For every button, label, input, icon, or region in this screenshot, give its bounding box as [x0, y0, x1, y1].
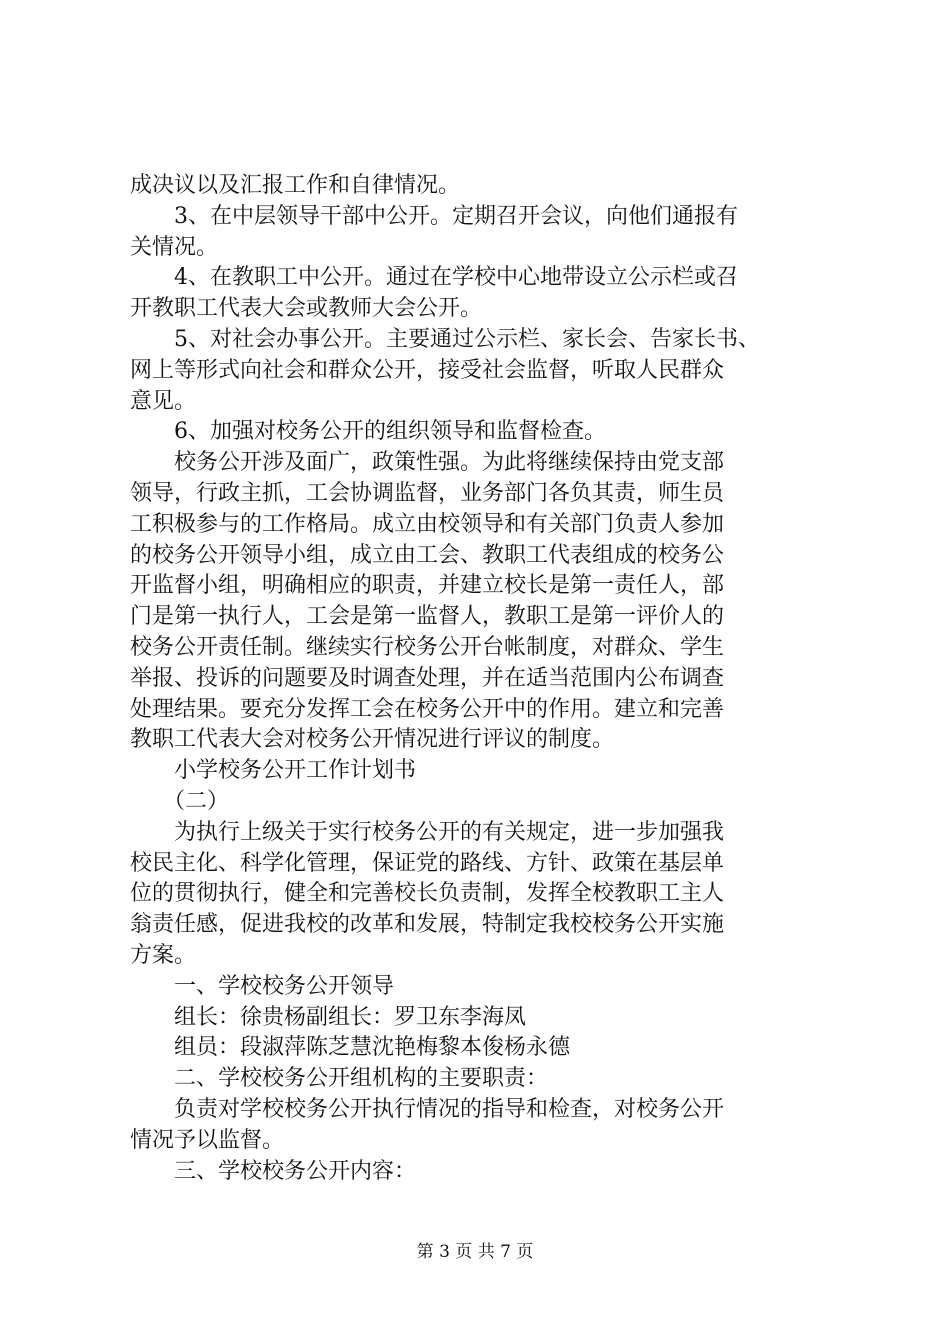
text-line: 处理结果。要充分发挥工会在校务公开中的作用。建立和完善: [130, 696, 725, 722]
text-line: 4、在教职工中公开。通过在学校中心地带设立公示栏或召: [130, 265, 738, 291]
text-line: 方案。: [130, 943, 197, 968]
text-line: 校民主化、科学化管理，保证党的路线、方针、政策在基层单: [130, 850, 725, 876]
text-line: 成决议以及汇报工作和自律情况。: [130, 173, 461, 198]
text-line: 关情况。: [130, 234, 219, 260]
text-line: 教职工代表大会对校务公开情况进行评议的制度。: [130, 727, 615, 753]
page-footer: 第 3 页 共 7 页: [416, 1242, 534, 1262]
text-line: 5、对社会办事公开。主要通过公示栏、家长会、告家长书、: [130, 327, 760, 352]
text-line: 开教职工代表大会或教师大会公开。: [130, 296, 483, 322]
text-line: 位的贯彻执行，健全和完善校长负责制，发挥全校教职工主人: [130, 881, 725, 907]
section-number: （二）: [130, 789, 230, 814]
text-line: 情况予以监督。: [130, 1127, 285, 1153]
text-line: 负责对学校校务公开执行情况的指导和检查，对校务公开: [130, 1097, 725, 1122]
text-line: 校务公开责任制。继续实行校务公开台帐制度，对群众、学生: [130, 635, 725, 660]
text-line: 工积极参与的工作格局。成立由校领导和有关部门负责人参加: [130, 511, 725, 537]
text-line: 二、学校校务公开组机构的主要职责：: [130, 1066, 549, 1092]
text-line: 开监督小组，明确相应的职责，并建立校长是第一责任人，部: [130, 573, 725, 599]
text-line: 三、学校校务公开内容：: [130, 1158, 417, 1184]
text-line: 翁责任感，促进我校的改革和发展，特制定我校校务公开实施: [130, 912, 725, 938]
text-line: 组长：徐贵杨副组长：罗卫东李海凤: [130, 1004, 527, 1030]
text-line: 为执行上级关于实行校务公开的有关规定，进一步加强我: [130, 819, 725, 845]
text-line: 组员：段淑萍陈芝慧沈艳梅黎本俊杨永德: [130, 1035, 571, 1061]
text-line: 网上等形式向社会和群众公开，接受社会监督，听取人民群众: [130, 357, 725, 383]
text-line: 举报、投诉的问题要及时调查处理，并在适当范围内公布调查: [130, 665, 725, 691]
text-line: 校务公开涉及面广，政策性强。为此将继续保持由党支部: [130, 450, 725, 476]
text-line: 领导，行政主抓，工会协调监督，业务部门各负其责，师生员: [130, 481, 725, 506]
text-line: 意见。: [130, 388, 197, 414]
text-line: 3、在中层领导干部中公开。定期召开会议，向他们通报有: [130, 203, 738, 229]
text-line: 6、加强对校务公开的组织领导和监督检查。: [130, 419, 606, 445]
text-line: 一、学校校务公开领导: [130, 973, 395, 999]
text-line: 的校务公开领导小组，成立由工会、教职工代表组成的校务公: [130, 542, 725, 568]
document-title: 小学校务公开工作计划书: [130, 758, 417, 784]
text-line: 门是第一执行人，工会是第一监督人，教职工是第一评价人的: [130, 604, 725, 630]
